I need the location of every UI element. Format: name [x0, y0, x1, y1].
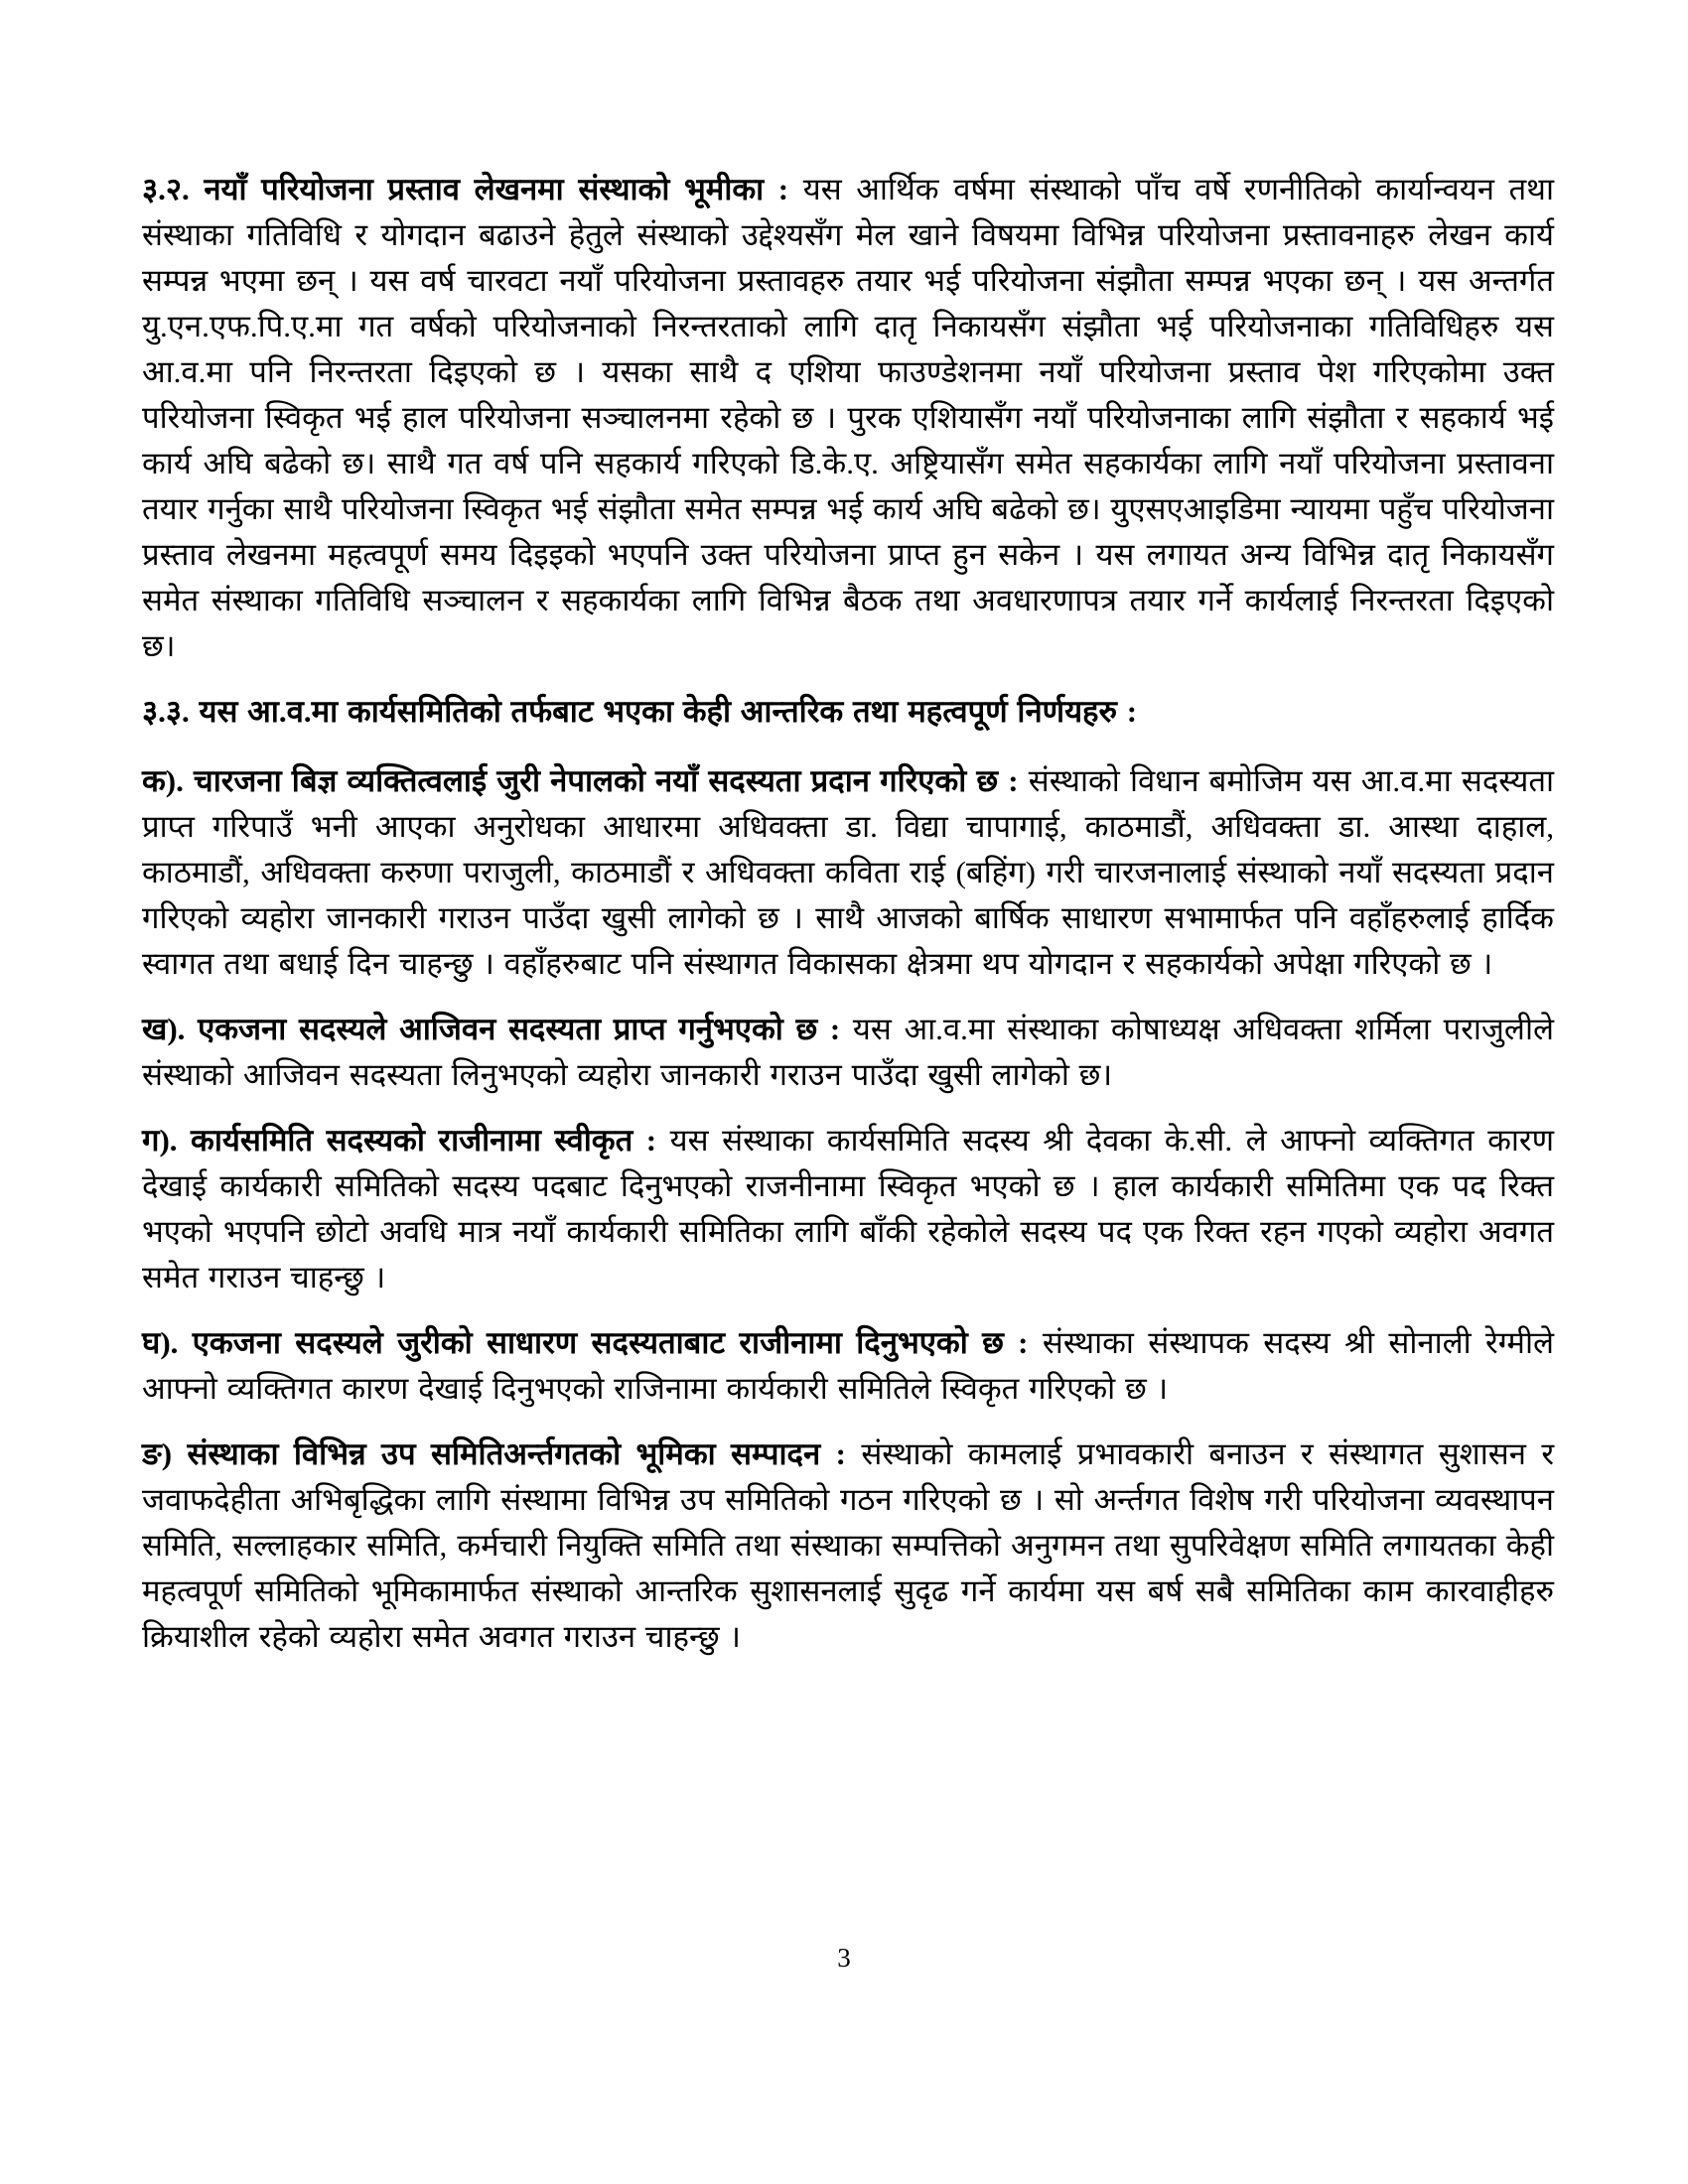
section-3-2-paragraph [142, 167, 1554, 669]
item-gha-paragraph [142, 1320, 1554, 1412]
item-gha-heading: घ). एकजना सदस्यले जुरीको साधारण सदस्यताबाट राजीनामा दिनुभएको छ : [142, 1325, 1029, 1360]
section-3-3-heading: ३.३. यस आ.व.मा कार्यसमितिको तर्फबाट भएका केही आन्तरिक तथा महत्वपूर्ण निर्णयहरु : [142, 694, 1138, 729]
section-3-2-body: यस आर्थिक वर्षमा संस्थाको पाँच वर्षे रणनीतिको कार्यान्वयन तथा संस्थाका गतिविधि र योगदान बढाउने हेतुले संस्थाको उद्देश्यसँग मेल खाने विषयमा विभिन्न परियोजना प्रस्तावनाहरु लेखन कार्य सम्पन्न भएमा छन् । यस वर्ष चारवटा नयाँ परियोजना प्रस्तावहरु तयार भई परियोजना संझौता सम्पन्न भएका छन् । यस अन्तर्गत यु.एन.एफ.पि.ए.मा गत वर्षको परियोजनाको निरन्तरताको लागि दातृ निकायसँग संझौता भई परियोजनाका गतिविधिहरु यस आ.व.मा पनि निरन्तरता दिइएको छ । यसका साथै द एशिया फाउण्डेशनमा नयाँ परियोजना प्रस्ताव पेश गरिएकोमा उक्त परियोजना स्विकृत भई हाल परियोजना सञ्चालनमा रहेको छ । पुरक एशियासँग नयाँ परियोजनाका लागि संझौता र सहकार्य भई कार्य अघि बढेको छ। साथै गत वर्ष पनि सहकार्य गरिएको डि.के.ए. अष्ट्रियासँग समेत सहकार्यका लागि नयाँ परियोजना प्रस्तावना तयार गर्नुका साथै परियोजना स्विकृत भई संझौता समेत सम्पन्न भई कार्य अघि बढेको छ। युएसएआइडिमा न्यायमा पहुँच परियोजना प्रस्ताव लेखनमा महत्वपूर्ण समय दिइइको भएपनि उक्त परियोजना प्राप्त हुन सकेन । यस लगायत अन्य विभिन्न दातृ निकायसँग समेत संस्थाका गतिविधि सञ्चालन र सहकार्यका लागि विभिन्न बैठक तथा अवधारणापत्र तयार गर्ने कार्यलाई निरन्तरता दिइएको छ। [142, 172, 1555, 663]
item-kha-paragraph [142, 1007, 1554, 1098]
item-ga-body: यस संस्थाका कार्यसमिति सदस्य श्री देवका के.सी. ले आफ्नो व्यक्तिगत कारण देखाई कार्यकारी समितिको सदस्य पदबाट दिनुभएको राजनीनामा स्विकृत भएको छ । हाल कार्यकारी समितिमा एक पद रिक्त भएको भएपनि छोटो अवधि मात्र नयाँ कार्यकारी समितिका लागि बाँकी रहेकोले सदस्य पद एक रिक्त रहन गएको व्यहोरा अवगत समेत गराउन चाहन्छु । [142, 1123, 1554, 1295]
item-kha-heading: ख). एकजना सदस्यले आजिवन सदस्यता प्राप्त गर्नुभएको छ : [142, 1012, 841, 1046]
document-content [142, 167, 1554, 1680]
item-ka-body: संस्थाको विधान बमोजिम यस आ.व.मा सदस्यता प्राप्त गरिपाउँ भनी आएका अनुरोधका आधारमा अधिवक्ता डा. विद्या चापागाई, काठमाडौं, अधिवक्ता डा. आस्था दाहाल, काठमाडौं, अधिवक्ता करुणा पराजुली, काठमाडौं र अधिवक्ता कविता राई (बहिंग) गरी चारजनालाई संस्थाको नयाँ सदस्यता प्रदान गरिएको व्यहोरा जानकारी गराउन पाउँदा खुसी लागेको छ । साथै आजको बार्षिक साधारण सभामार्फत पनि वहाँहरुलाई हार्दिक स्वागत तथा बधाई दिन चाहन्छु । वहाँहरुबाट पनि संस्थागत विकासका क्षेत्रमा थप योगदान र सहकार्यको अपेक्षा गरिएको छ । [142, 763, 1555, 981]
item-ga-heading: ग). कार्यसमिति सदस्यको राजीनामा स्वीकृत : [142, 1123, 657, 1158]
item-ka-paragraph [142, 758, 1554, 987]
item-ka-heading: क). चारजना बिज्ञ व्यक्तित्वलाई जुरी नेपालको नयाँ सदस्यता प्रदान गरिएको छ : [142, 763, 1019, 798]
item-nga-body: संस्थाको कामलाई प्रभावकारी बनाउन र संस्थागत सुशासन र जवाफदेहीता अभिबृद्धिका लागि संस्थामा विभिन्न उप समितिको गठन गरिएको छ । सो अर्न्तगत विशेष गरी परियोजना व्यवस्थापन समिति, सल्लाहकार समिति, कर्मचारी नियुक्ति समिति तथा संस्थाका सम्पत्तिको अनुगमन तथा सुपरिवेक्षण समिति लगायतका केही महत्वपूर्ण समितिको भूमिकामार्फत संस्थाको आन्तरिक सुशासनलाई सुदृढ गर्ने कार्यमा यस बर्ष सबै समितिका काम कारवाहीहरु क्रियाशील रहेको व्यहोरा समेत अवगत गराउन चाहन्छु । [142, 1436, 1555, 1654]
section-3-2-heading: ३.२. नयाँ परियोजना प्रस्ताव लेखनमा संस्थाको भूमीका : [142, 172, 789, 206]
item-ga-paragraph [142, 1118, 1554, 1300]
item-nga-paragraph [142, 1432, 1554, 1660]
page-number: 3 [837, 1943, 851, 1973]
item-gha-body: संस्थाका संस्थापक सदस्य श्री सोनाली रेग्मीले आफ्नो व्यक्तिगत कारण देखाई दिनुभएको राजिनामा कार्यकारी समितिले स्विकृत गरिएको छ । [142, 1325, 1555, 1406]
item-kha-body: यस आ.व.मा संस्थाका कोषाध्यक्ष अधिवक्ता शर्मिला पराजुलीले संस्थाको आजिवन सदस्यता लिनुभएको व्यहोरा जानकारी गराउन पाउँदा खुसी लागेको छ। [142, 1012, 1555, 1092]
item-nga-heading: ङ) संस्थाका विभिन्न उप समितिअर्न्तगतको भूमिका सम्पादन : [142, 1436, 846, 1471]
